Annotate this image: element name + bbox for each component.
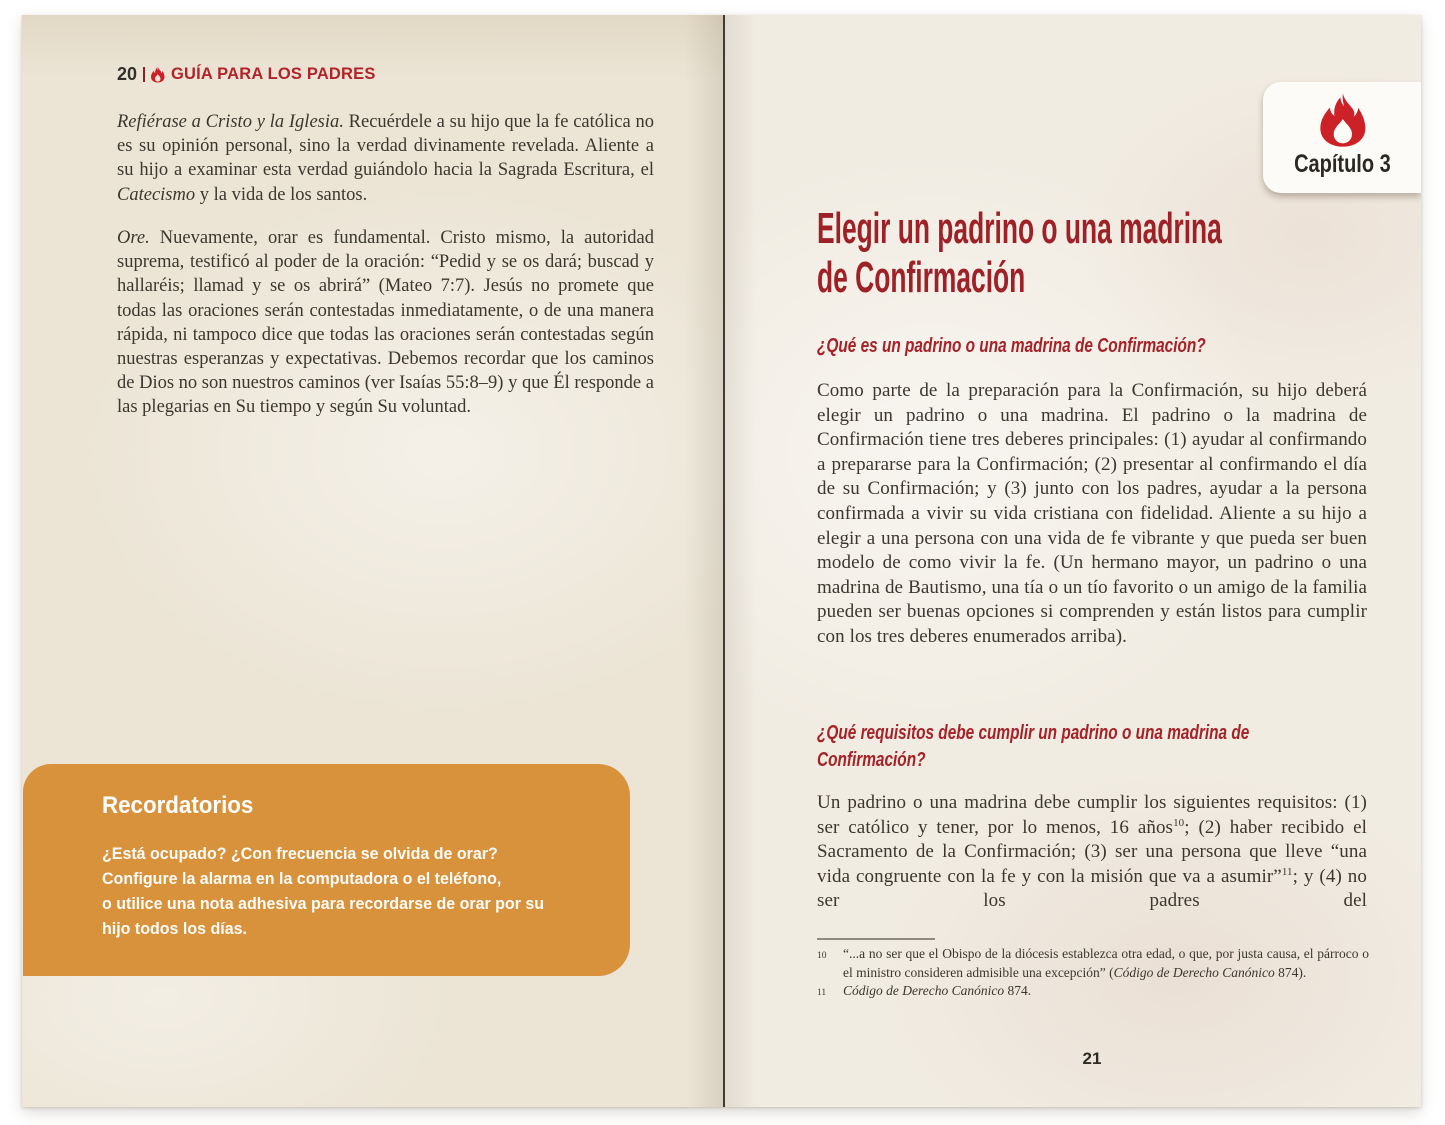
footnote-text (843, 982, 1369, 1001)
paragraph (117, 226, 654, 420)
paragraph-lead-italic: Ore. (117, 228, 150, 248)
subhead-line: ¿Qué requisitos debe cumplir un padrino o una madrina de (817, 721, 1250, 744)
footnote-marker: 10 (817, 951, 827, 961)
footnote-text-part: “...a no ser que el Obispo de la diócesis establezca otra edad, o que, por justa causa, el párroco o el ministro consideren admisible una excepción” ( (843, 946, 1369, 980)
paragraph-text: Un padrino o una madrina debe cumplir los siguientes requisitos: (1) ser católico y tener, por lo menos, 16 años (817, 792, 1367, 838)
paragraph-text: ; y (4) no ser los padres del (817, 865, 1367, 912)
running-title: GUÍA PARA LOS PADRES (171, 64, 376, 83)
heading-line: de Confirmación (817, 253, 1026, 302)
header-divider (143, 67, 145, 82)
page-right (725, 15, 1421, 1107)
callout-line: ¿Está ocupado? ¿Con frecuencia se olvida de orar? (102, 845, 498, 863)
paragraph-text: Recuérdele a su hijo que la fe católica no es su opinión personal, sino la verdad divinamente revelada. Aliente a su hijo a examinar esta verdad guiándolo hacia la Sagrada Escritura, el (117, 112, 654, 181)
page-left (22, 15, 723, 1107)
chapter-label: Capítulo 3 (1293, 150, 1391, 178)
paragraph (817, 791, 1367, 914)
paragraph (117, 110, 654, 207)
footnote-text-part: 874. (1004, 983, 1032, 998)
italic-term: Catecismo (117, 184, 196, 205)
footnote (817, 945, 1369, 982)
folio-number: 20 (117, 63, 138, 84)
footnotes (817, 945, 1369, 1003)
flame-icon (150, 66, 165, 83)
callout-line: Configure la alarma en la computadora o el teléfono, (102, 870, 502, 888)
footnote-text-part: 874). (1274, 964, 1307, 980)
footnote-rule (817, 938, 935, 940)
paragraph-lead-italic: Refiérase a Cristo y la Iglesia. (117, 112, 344, 132)
paragraph-text: y la vida de los santos. (195, 184, 368, 205)
footnote-text (843, 945, 1369, 982)
footnote-italic-title: Código de Derecho Canónico (1113, 964, 1275, 980)
paragraph-text: Nuevamente, orar es fundamental. Cristo mismo, la autoridad suprema, testificó al poder de la oración: “Pedid y se os dará; buscad y hallaréis; llamad y se os abrirá” (Mateo 7:7). Jesús no promete que todas las oraciones serán contestadas inmediatamente, o de una manera rápida, ni tampoco dice que todas las oraciones serán contestadas según nuestras esperanzas y expectativas. Debemos recordar que los caminos de Dios no son nuestros caminos (ver Isaías 55:8–9) y que Él responde a las plegarias en Su tiempo y según Su voluntad. (117, 228, 654, 418)
callout-line: hijo todos los días. (102, 920, 247, 938)
footnote-reference: 11 (1281, 865, 1293, 878)
flame-icon (1317, 91, 1367, 149)
paragraph-text: ; (2) haber recibido el Sacramento de la Confirmación; (3) ser una persona que lleve “una vida congruente con la fe y con la misión que va a asumir” (817, 816, 1368, 887)
chapter-tab (1263, 82, 1421, 193)
callout-body (102, 842, 544, 942)
heading-line: Elegir un padrino o una madrina (817, 204, 1222, 253)
chapter-heading (817, 204, 1222, 302)
running-header (117, 63, 382, 85)
paragraph: Como parte de la preparación para la Confirmación, su hijo deberá elegir un padrino o una madrina. El padrino o la madrina de Confirmación tiene tres deberes principales: (1) ayudar al confirmando a prepararse para la Confirmación; (2) presentar al confirmando el día de su Confirmación; y (3) junto con los padres, ayudar a la persona confirmada a vivir su vida cristiana con fidelidad. Aliente a su hijo a elegir a una persona con una vida de fe vibrante y que pueda ser buen modelo de como vivir la fe. (Un hermano mayor, un padrino o una madrina de Bautismo, una tía o un tío favorito o un amigo de la familia pueden ser buenas opciones si comprenden y están listos para cumplir con los tres deberes enumerados arriba). (817, 380, 1367, 647)
subhead-line: Confirmación? (817, 748, 926, 771)
section-subhead: ¿Qué es un padrino o una madrina de Confirmación? (817, 334, 1206, 357)
book-spread (22, 15, 1421, 1107)
page-number: 21 (1082, 1049, 1102, 1068)
section-subhead (817, 719, 1249, 773)
footnote-reference: 10 (1173, 816, 1185, 829)
callout-title: Recordatorios (102, 792, 254, 819)
reminders-callout (23, 764, 630, 976)
footnote-italic-title: Código de Derecho Canónico (843, 983, 1005, 998)
callout-line: o utilice una nota adhesiva para recordarse de orar por su (102, 895, 545, 913)
footnote-marker: 11 (817, 988, 827, 998)
footnote (817, 982, 1369, 1003)
